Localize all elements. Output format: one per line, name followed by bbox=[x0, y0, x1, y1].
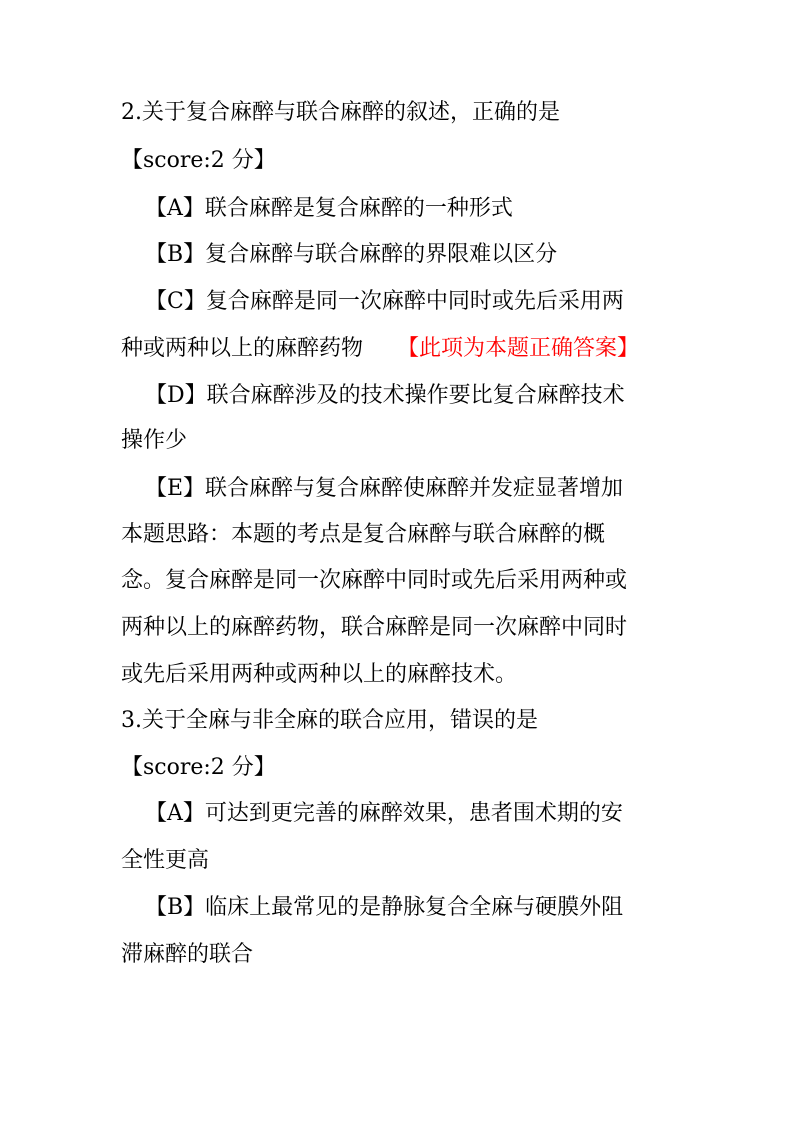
q2-option-c-line-1: 【C】复合麻醉是同一次麻醉中同时或先后采用两 bbox=[145, 289, 624, 314]
q2-option-d-line-2: 操作少 bbox=[121, 428, 188, 453]
question-2-stem: 2.关于复合麻醉与联合麻醉的叙述，正确的是 bbox=[121, 100, 560, 125]
q2-explanation-line-3: 两种以上的麻醉药物，联合麻醉是同一次麻醉中同时 bbox=[121, 615, 628, 640]
q3-option-b-line-2: 滞麻醉的联合 bbox=[121, 942, 254, 967]
q2-option-a: 【A】联合麻醉是复合麻醉的一种形式 bbox=[145, 196, 513, 221]
question-2-score: 【score:2 分】 bbox=[121, 148, 276, 173]
q2-option-c-text: 种或两种以上的麻醉药物 bbox=[121, 336, 364, 361]
q3-option-a-line-1: 【A】可达到更完善的麻醉效果，患者围术期的安 bbox=[145, 801, 623, 826]
question-3-stem: 3.关于全麻与非全麻的联合应用，错误的是 bbox=[121, 708, 538, 733]
correct-answer-marker: 【此项为本题正确答案】 bbox=[397, 336, 640, 361]
q2-explanation-line-1: 本题思路：本题的考点是复合麻醉与联合麻醉的概 bbox=[121, 522, 606, 547]
q2-option-e: 【E】联合麻醉与复合麻醉使麻醉并发症显著增加 bbox=[145, 476, 624, 501]
q2-explanation-line-2: 念。复合麻醉是同一次麻醉中同时或先后采用两种或 bbox=[121, 568, 628, 593]
q2-explanation-line-4: 或先后采用两种或两种以上的麻醉技术。 bbox=[121, 662, 518, 687]
question-3-score: 【score:2 分】 bbox=[121, 755, 276, 780]
q3-option-a-line-2: 全性更高 bbox=[121, 848, 210, 873]
q3-option-b-line-1: 【B】临床上最常见的是静脉复合全麻与硬膜外阻 bbox=[145, 895, 624, 920]
q2-option-c-line-2 bbox=[121, 336, 681, 362]
q2-option-b: 【B】复合麻醉与联合麻醉的界限难以区分 bbox=[145, 242, 558, 267]
q2-option-d-line-1: 【D】联合麻醉涉及的技术操作要比复合麻醉技术 bbox=[145, 383, 625, 408]
